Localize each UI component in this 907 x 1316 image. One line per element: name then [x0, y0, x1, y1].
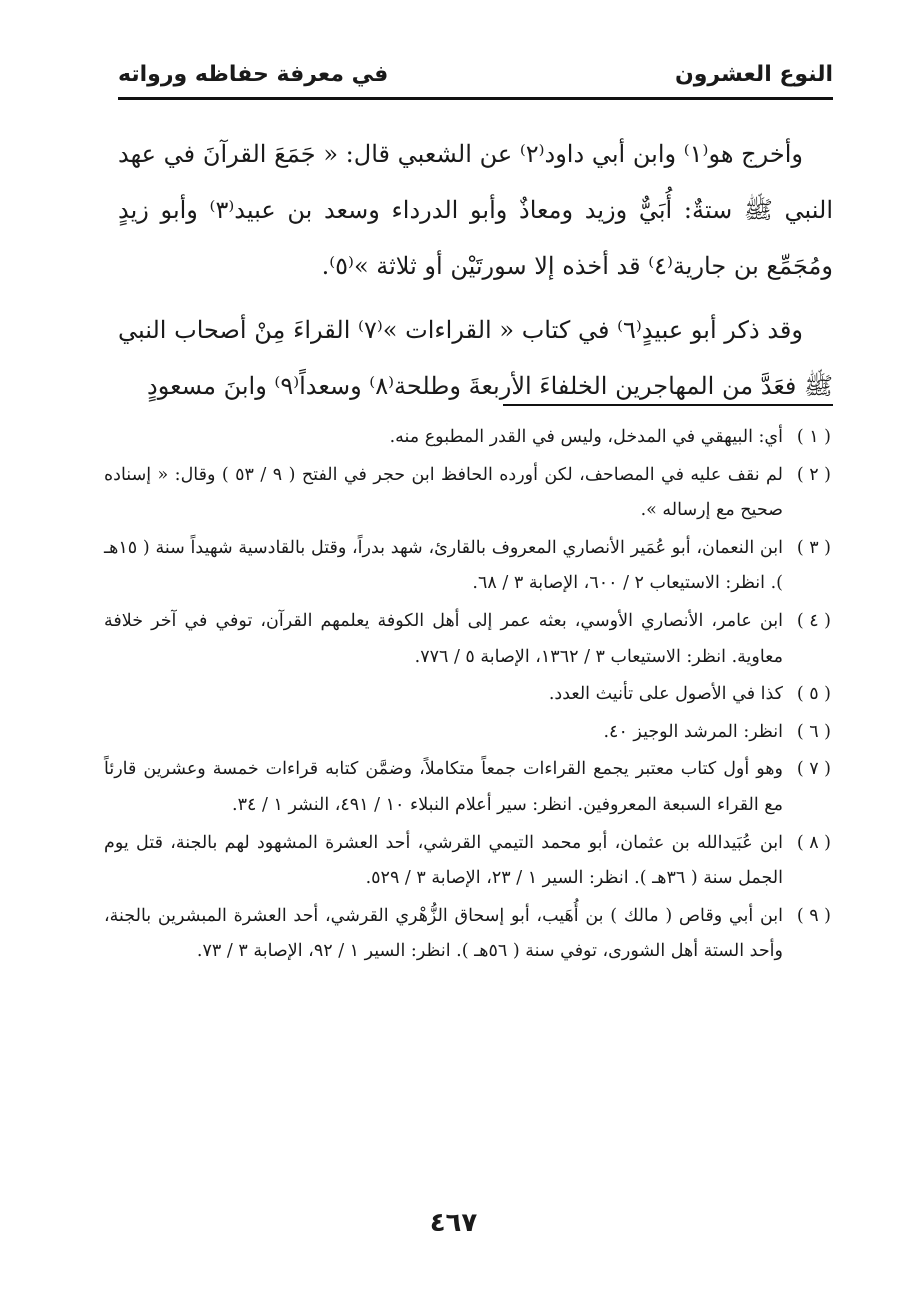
header-divider: [118, 97, 833, 100]
footnote-text: لم نقف عليه في المصاحف، لكن أورده الحافظ ابن حجر في الفتح ( ٩ / ٥٣ ) وقال: « إسناده صحيح مع إرساله ».: [104, 464, 783, 521]
footnote: [104, 677, 831, 713]
footnote-number: ( ٧ ): [796, 759, 831, 780]
footnote: [104, 458, 831, 529]
footnote-number: ( ٨ ): [796, 832, 831, 853]
footnote: [104, 531, 831, 602]
footnote: [104, 420, 831, 456]
footnote-number: ( ٩ ): [796, 905, 831, 926]
footnote-number: ( ٢ ): [796, 464, 831, 485]
paragraph: وأخرج هو⁽١⁾ وابن أبي داود⁽٢⁾ عن الشعبي قال: « جَمَعَ القرآنَ في عهد النبي ﷺ ستةٌ: أُبَيٌّ وزيد ومعاذٌ وأبو الدرداء وسعد بن عبيد⁽٣⁾ وأبو زيدٍ ومُجَمِّع بن جارية⁽٤⁾ قد أخذه إلا سورتَيْن أو ثلاثة »⁽٥⁾.: [118, 140, 834, 280]
footnote: [104, 826, 831, 897]
footnote: [104, 899, 831, 970]
footnote-divider: [503, 404, 833, 406]
footnote: [104, 752, 831, 823]
main-text: [118, 126, 833, 414]
footnote-number: ( ١ ): [796, 427, 831, 447]
running-header: [118, 52, 833, 100]
footnote-number: ( ٣ ): [796, 537, 831, 558]
footnote: [104, 604, 831, 675]
footnote-number: ( ٥ ): [796, 684, 831, 705]
footnote-text: ابن النعمان، أبو عُمَير الأنصاري المعروف بالقارئ، شهد بدراً، وقتل بالقادسية شهيداً سنة ( ١٥هـ ). انظر: الاستيعاب ٢ / ٦٠٠، الإصابة ٣ / ٦٨.: [104, 537, 783, 594]
footnote-text: كذا في الأصول على تأنيث العدد.: [548, 684, 783, 705]
footnote-text: ابن عُبَيدالله بن عثمان، أبو محمد التيمي القرشي، أحد العشرة المشهود لهم بالجنة، قتل يوم الجمل سنة ( ٣٦هـ ). انظر: السير ١ / ٢٣، الإصابة ٣ / ٥٢٩.: [104, 832, 783, 889]
chapter-title: النوع العشرون: [674, 62, 833, 87]
footnote-number: ( ٦ ): [796, 721, 831, 742]
footnote-text: انظر: المرشد الوجيز ٤٠.: [603, 721, 783, 742]
footnote-text: ابن عامر، الأنصاري الأوسي، بعثه عمر إلى أهل الكوفة يعلمهم القرآن، توفي في آخر خلافة معاوية. انظر: الاستيعاب ٣ / ١٣٦٢، الإصابة ٥ / ٧٧٦.: [104, 610, 783, 667]
section-title: في معرفة حفاظه ورواته: [118, 62, 389, 87]
page-number: ٤٦٧: [429, 1208, 478, 1238]
footnotes: [104, 420, 831, 972]
footnote-text: أي: البيهقي في المدخل، وليس في القدر المطبوع منه.: [389, 427, 783, 447]
footnote-number: ( ٤ ): [796, 610, 831, 631]
footnote-text: ابن أبي وقاص ( مالك ) بن أُهَيب، أبو إسحاق الزُّهْري القرشي، أحد العشرة المبشرين بالجنة، وأحد الستة أهل الشورى، توفي سنة ( ٥٦هـ ). انظر: السير ١ / ٩٢، الإصابة ٣ / ٧٣.: [104, 905, 783, 962]
footnote-text: وهو أول كتاب معتبر يجمع القراءات جمعاً متكاملاً، وضمَّن كتابه قراءات خمسة وعشرين قارئاً مع القراء السبعة المعروفين. انظر: سير أعلام النبلاء ١٠ / ٤٩١، النشر ١ / ٣٤.: [104, 759, 783, 815]
paragraph: وقد ذكر أبو عبيدٍ⁽٦⁾ في كتاب « القراءات »⁽٧⁾ القراءَ مِنْ أصحاب النبي ﷺ فعَدَّ من المهاجرين الخلفاءَ الأربعةَ وطلحة⁽٨⁾ وسعداً⁽٩⁾ وابنَ مسعودٍ: [118, 316, 833, 400]
footnote: [104, 715, 831, 751]
